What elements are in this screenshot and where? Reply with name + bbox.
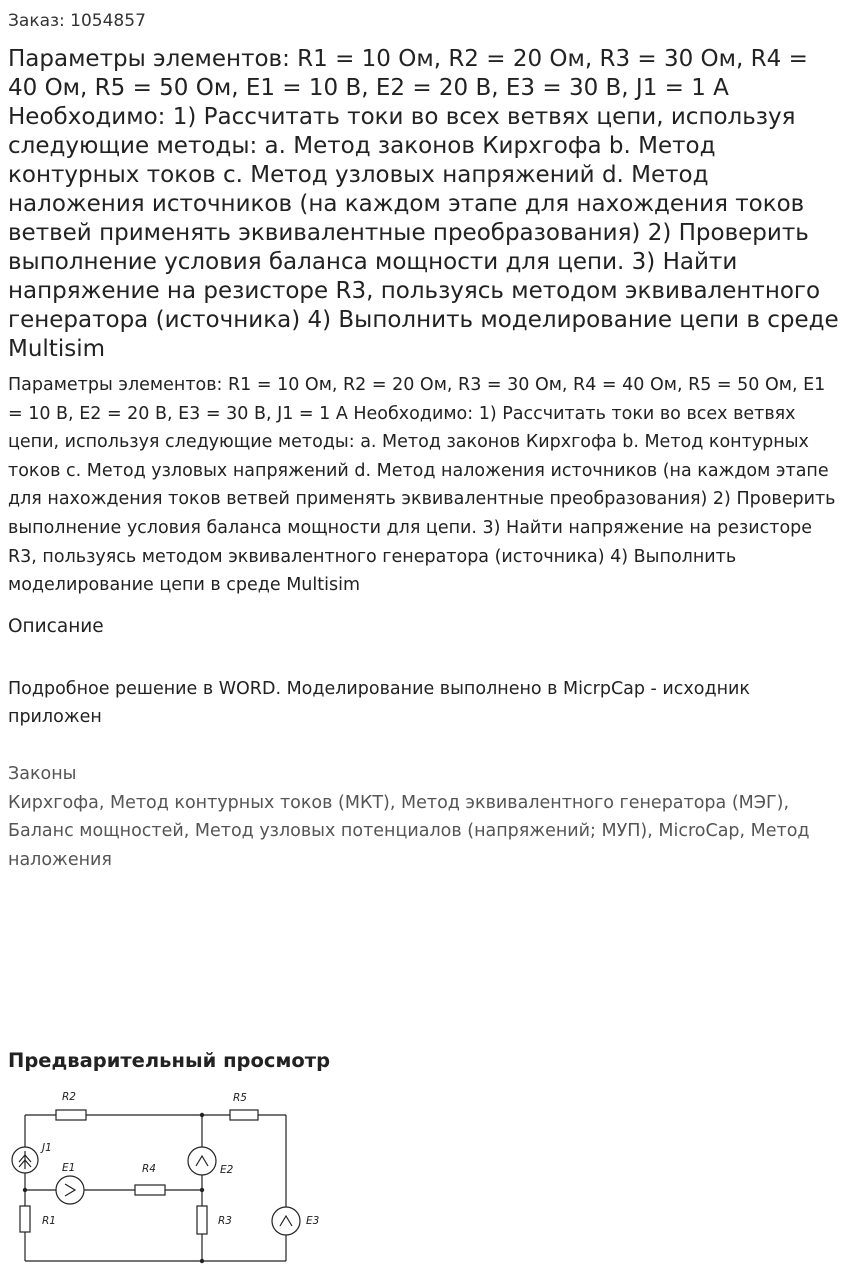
resistor-r4 <box>135 1185 165 1195</box>
node-dot <box>200 1113 204 1117</box>
circuit-diagram <box>8 1085 328 1270</box>
label-r2: R2 <box>62 1091 76 1103</box>
arrow-icon <box>196 1156 208 1166</box>
node-dot <box>200 1188 204 1192</box>
label-r3: R3 <box>218 1215 232 1227</box>
resistor-r3 <box>197 1206 207 1234</box>
node-dot <box>200 1259 204 1263</box>
voltage-source-e1 <box>56 1176 84 1204</box>
label-e1: E1 <box>62 1162 76 1174</box>
resistor-r5 <box>230 1110 258 1120</box>
arrow-icon <box>280 1216 292 1226</box>
task-body: Параметры элементов: R1 = 10 Ом, R2 = 20 Ом, R3 = 30 Ом, R4 = 40 Ом, R5 = 50 Ом, E1 = 10 В, E2 = 20 В, E3 = 30 В, J1 = 1 А Необходимо: 1) Рассчитать токи во всех ветвях цепи, используя следующие методы: a. Метод законов Кирхгофа b. Метод контурных токов c. Метод узловых напряжений d. Метод наложения источников (на каждом этапе для нахождения токов ветвей применять эквивалентные преобразования) 2) Проверить выполнение условия баланса мощности для цепи. 3) Найти напряжение на резисторе R3, пользуясь методом эквивалентного генератора (источника) 4) Выполнить моделирование цепи в среде Multisim <box>8 375 836 596</box>
resistor-r1 <box>20 1206 30 1232</box>
order-number: Заказ: 1054857 <box>8 11 146 31</box>
page-content <box>8 8 840 874</box>
voltage-source-e3 <box>272 1207 300 1235</box>
node-dot <box>23 1188 27 1192</box>
task-heading: Параметры элементов: R1 = 10 Ом, R2 = 20 Ом, R3 = 30 Ом, R4 = 40 Ом, R5 = 50 Ом, E1 = 10 В, E2 = 20 В, E3 = 30 В, J1 = 1 А Необходимо: 1) Рассчитать токи во всех ветвях цепи, используя следующие методы: a. Метод законов Кирхгофа b. Метод контурных токов c. Метод узловых напряжений d. Метод наложения источников (на каждом этапе для нахождения токов ветвей применять эквивалентные преобразования) 2) Проверить выполнение условия баланса мощности для цепи. 3) Найти напряжение на резисторе R3, пользуясь методом эквивалентного генератора (источника) 4) Выполнить моделирование цепи в среде Multisim <box>8 46 839 362</box>
label-e2: E2 <box>220 1164 234 1176</box>
label-r4: R4 <box>142 1163 156 1175</box>
resistor-r2 <box>56 1110 86 1120</box>
label-r5: R5 <box>233 1092 247 1104</box>
label-j1: J1 <box>42 1142 52 1154</box>
voltage-source-e2 <box>188 1147 216 1175</box>
label-r1: R1 <box>42 1215 56 1227</box>
description-title: Описание <box>8 615 104 637</box>
preview-title: Предварительный просмотр <box>8 1049 331 1072</box>
description-text: Подробное решение в WORD. Моделирование выполнено в MicrpCap - исходник приложен <box>8 678 750 728</box>
label-e3: E3 <box>306 1215 320 1227</box>
arrow-icon <box>65 1184 75 1196</box>
laws-title: Законы <box>8 763 77 784</box>
laws-text: Кирхгофа, Метод контурных токов (МКТ), Метод эквивалентного генератора (МЭГ), Баланс мощностей, Метод узловых потенциалов (напряжений; МУП), MicroCap, Метод наложения <box>8 792 810 870</box>
